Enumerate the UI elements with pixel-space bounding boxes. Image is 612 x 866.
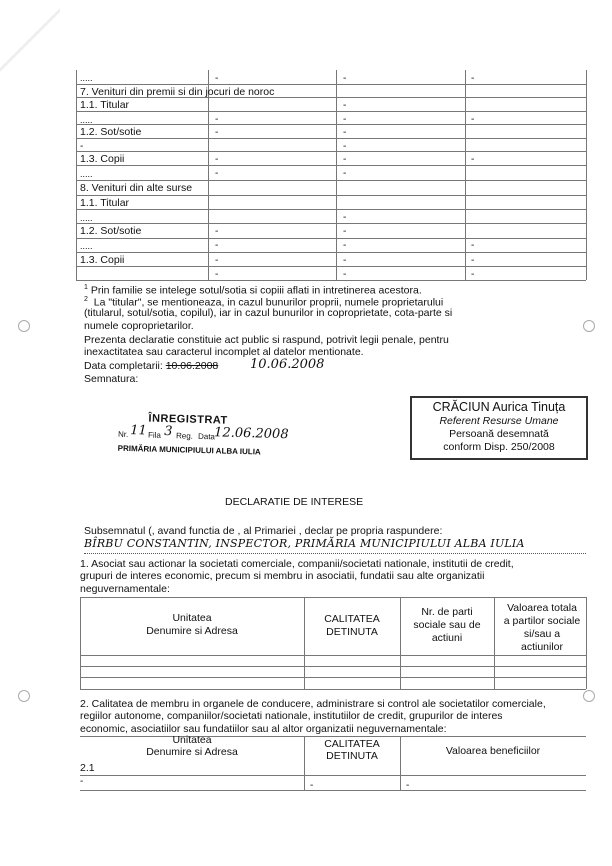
empty-cell-dash: - [471, 154, 475, 165]
t1-header-actiuni: actiuni [431, 632, 463, 644]
empty-cell-dash: - [343, 255, 347, 266]
section-1-line-1: 1. Asociat sau actionar la societati comerciale, companii/societati nationale, institutii de credit, [80, 558, 514, 570]
empty-cell-dash: - [471, 240, 475, 251]
table-border-left [80, 597, 81, 689]
table-top-border [80, 597, 586, 598]
table-header-bottom [80, 655, 586, 656]
table-column-divider [304, 597, 305, 689]
table-row-line [76, 138, 586, 139]
empty-cell-dash: - [343, 127, 347, 138]
signature-label: Semnatura: [84, 373, 139, 385]
person-stamp [410, 396, 588, 460]
table-border-right [586, 70, 587, 280]
empty-cell-dash: - [343, 114, 347, 125]
date-line [84, 360, 218, 373]
empty-cell-dash: - [343, 226, 347, 237]
table-row-line [80, 790, 586, 791]
table-row-line [76, 165, 586, 166]
table-row-line [76, 151, 586, 152]
stamp-date-value: 12.06.2008 [213, 425, 289, 443]
section-7-title: 7. Venituri din premii si din jocuri de noroc [80, 86, 275, 98]
table-bottom-border [80, 689, 586, 690]
row-label-sot-sotie: 1.2. Sot/sotie [80, 225, 142, 237]
t1-header-valoarea: Valoarea totala [507, 602, 577, 614]
stamp-reg-label: Reg. [175, 431, 194, 441]
empty-cell-dash: - [406, 780, 410, 791]
table-row-line [76, 223, 586, 224]
person-stamp-line3: Persoană desemnată [449, 428, 549, 440]
empty-cell-dash: - [343, 168, 347, 179]
row-label-copii: 1.3. Copii [80, 153, 125, 165]
footnote-2-line2: (titularul, sotul/sotia, copilul), iar in cazul bunurilor in coproprietate, cota-parte si [84, 307, 453, 319]
subsemnatul-line: Subsemnatul (, avand functia de , al Primariei , declar pe propria raspundere: [84, 525, 443, 537]
binder-hole-right [583, 320, 595, 332]
handwritten-name-function: BÎRBU CONSTANTIN, INSPECTOR, PRIMĂRIA MUNICIPIULUI ALBA IULIA [84, 537, 525, 550]
empty-cell-dash: - [343, 73, 347, 84]
row-label-titular: 1.1. Titular [80, 99, 130, 111]
row-label-titular: 1.1. Titular [80, 197, 130, 209]
t2-header-valoarea-beneficiilor: Valoarea beneficiilor [445, 745, 541, 757]
t1-header-si-sau: si/sau a [523, 628, 561, 640]
section-2-line-3: economic, asociatiilor sau fundatiilor sau al altor organizatii neguvernamentale: [80, 723, 447, 735]
date-printed: 10.06.2008 [165, 360, 219, 372]
declaration-line-1: Prezenta declaratie constituie act public si raspund, potrivit legii penale, pentru [84, 334, 449, 346]
table-row-line [80, 666, 586, 667]
folded-corner [0, 0, 60, 80]
table-row-line [76, 84, 586, 85]
empty-cell-dash: - [215, 114, 219, 125]
registration-stamp [117, 412, 288, 464]
footnote-2: $^2$ La "titular", se mentioneaza, in cazul bunurilor proprii, numele proprietarului [84, 296, 444, 309]
empty-cell-dash: - [471, 114, 475, 125]
empty-cell-dash: - [310, 780, 314, 791]
empty-cell-dash: - [215, 226, 219, 237]
t1-header-calitatea: CALITATEA [324, 613, 380, 625]
table-row-line [76, 124, 586, 125]
table-row-line [76, 195, 586, 196]
table-column-divider [208, 70, 209, 280]
t1-header-actiunilor: actiunilor [520, 641, 564, 653]
empty-cell-dash: - [343, 100, 347, 111]
stamp-nr-value: 11 [129, 423, 147, 439]
handwriting-underline [84, 553, 586, 554]
row-dots: ..... [80, 213, 93, 223]
footnote-2-line3: numele coproprietarilor. [84, 320, 194, 332]
table-row-line [76, 209, 586, 210]
empty-cell-dash: - [215, 240, 219, 251]
empty-cell-dash: - [343, 141, 347, 152]
stamp-title: ÎNREGISTRAT [148, 412, 228, 427]
t2-header-denumire: Denumire si Adresa [146, 746, 238, 758]
empty-cell-dash: - [343, 154, 347, 165]
section-2-line-1: 2. Calitatea de membru in organele de conducere, administrare si control ale societatilor comerciale, [80, 698, 546, 710]
person-stamp-name: CRĂCIUN Aurica Tinuța [432, 400, 566, 414]
empty-cell-dash: - [80, 776, 84, 787]
table-row-line [80, 677, 586, 678]
date-label: Data completarii: [84, 360, 163, 372]
row-dots: ..... [80, 241, 93, 251]
stamp-file-value: 3 [163, 423, 173, 440]
table-row-line [76, 180, 586, 181]
t2-header-calitatea: CALITATEA [324, 738, 380, 750]
empty-cell-dash: - [215, 154, 219, 165]
table-row-line [76, 266, 586, 267]
footnote-1-text: Prin familie se intelege sotul/sotia si copiii aflati in intretinerea acestora. [90, 284, 422, 297]
date-handwritten: 10.06.2008 [250, 357, 325, 372]
person-stamp-role: Referent Resurse Umane [439, 415, 559, 427]
table-row-line [76, 111, 586, 112]
table-column-divider [336, 70, 337, 280]
stamp-nr-label: Nr. [117, 429, 129, 440]
stamp-file-label: Fila [147, 430, 162, 440]
footnote-1: $^1$ Prin familie se intelege sotul/sotia si copiii aflati in intretinerea acestora. [84, 284, 422, 297]
empty-cell-dash: - [471, 255, 475, 266]
binder-hole-left-lower [18, 690, 30, 702]
row-label-sot-sotie: 1.2. Sot/sotie [80, 126, 142, 138]
declaration-line-2: inexactitatea sau caracterul incomplet al datelor mentionate. [84, 346, 364, 358]
t1-header-unitatea: Unitatea [172, 612, 212, 624]
t1-header-detinuta: DETINUTA [326, 626, 378, 638]
stamp-date-label: Data [197, 431, 216, 442]
footnote-2-text: La "titular", se mentioneaza, in cazul bunurilor proprii, numele proprietarului [93, 296, 444, 309]
t1-header-partilor: a partilor sociale [503, 615, 581, 627]
table-row-line [76, 252, 586, 253]
table-row-line [76, 238, 586, 239]
binder-hole-left [18, 320, 30, 332]
table-border-left [76, 70, 77, 280]
t1-header-denumire: Denumire si Adresa [146, 625, 238, 637]
row-dots: ..... [80, 169, 93, 179]
empty-cell-dash: - [471, 73, 475, 84]
section-8-title: 8. Venituri din alte surse [80, 182, 193, 194]
empty-cell-dash: - [215, 255, 219, 266]
row-dots: ..... [80, 73, 93, 83]
empty-cell-dash: - [343, 212, 347, 223]
row-dots: ..... [80, 115, 93, 125]
empty-cell-dash: - [343, 269, 347, 280]
table-row-line [80, 775, 586, 776]
section-1-line-3: neguvernamentale: [80, 583, 170, 595]
empty-cell-dash: - [215, 127, 219, 138]
t2-header-unitatea: Unitatea [172, 734, 212, 746]
stamp-institution: PRIMĂRIA MUNICIPIULUI ALBA IULIA [117, 443, 261, 457]
t1-header-nr-parti: Nr. de parti [421, 606, 473, 618]
interest-title: DECLARATIE DE INTERESE [225, 496, 364, 508]
t1-header-sociale: sociale sau de [413, 619, 481, 631]
row-2-1-label: 2.1 [80, 762, 95, 774]
t2-header-detinuta: DETINUTA [326, 750, 378, 762]
person-stamp-line4: conform Disp. 250/2008 [443, 441, 555, 453]
empty-cell-dash: - [215, 73, 219, 84]
empty-cell-dash: - [215, 168, 219, 179]
table-row-line [76, 280, 586, 281]
binder-hole-right-lower [583, 690, 595, 702]
empty-cell-dash: - [471, 269, 475, 280]
section-1-line-2: grupuri de interes economic, precum si membru in asociatii, fundatii sau alte organizatii [80, 570, 485, 582]
empty-cell-dash: - [343, 240, 347, 251]
empty-cell-dash: - [80, 141, 84, 152]
row-label-copii: 1.3. Copii [80, 254, 125, 266]
empty-cell-dash: - [215, 269, 219, 280]
section-2-line-2: regiilor autonome, companiilor/societati nationale, institutiilor de credit, grupurilor de interes [80, 710, 503, 722]
table-column-divider [465, 70, 466, 280]
